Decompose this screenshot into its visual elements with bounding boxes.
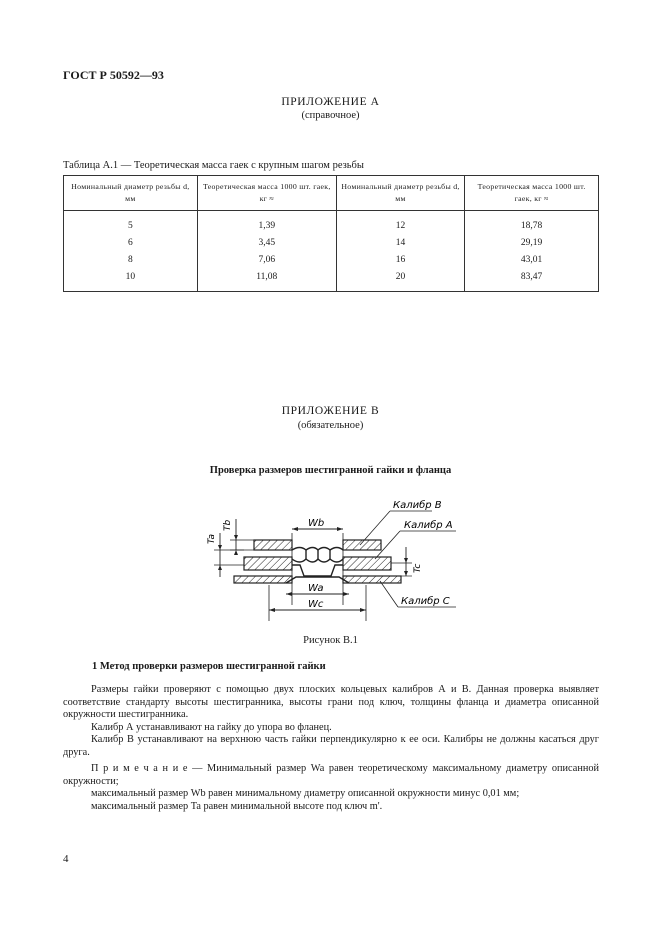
appendix-b-title: ПРИЛОЖЕНИЕ В bbox=[281, 405, 380, 417]
cell-mass: 3,45 bbox=[197, 234, 336, 251]
cell-mass: 1,39 bbox=[197, 211, 336, 235]
table-row bbox=[64, 268, 599, 292]
note-paragraph: максимальный размер Wb равен минимальному диаметру описанной окружности минус 0,01 мм; bbox=[91, 788, 520, 799]
tb-label: Tb bbox=[223, 519, 233, 531]
appendix-a-subtitle: (справочное) bbox=[301, 110, 360, 121]
header-diameter-2: Номинальный диаметр резьбы d, мм bbox=[336, 176, 464, 211]
header-mass-2: Теоретическая масса 1000 шт. гаек, кг ≈ bbox=[465, 176, 599, 211]
kalibr-a-left-section bbox=[244, 557, 292, 570]
cell-mass: 83,47 bbox=[465, 268, 599, 292]
kalibr-b-right-section bbox=[343, 540, 381, 550]
table-row bbox=[64, 211, 599, 235]
table-header-row bbox=[64, 176, 599, 211]
cell-diameter: 12 bbox=[336, 211, 464, 235]
kalibr-b-label: Калибр В bbox=[393, 500, 442, 511]
kalibr-c-right-section bbox=[343, 576, 401, 583]
ta-label: Ta bbox=[207, 533, 217, 544]
cell-diameter: 8 bbox=[64, 251, 198, 268]
header-diameter-1: Номинальный диаметр резьбы d, мм bbox=[64, 176, 198, 211]
section-1-heading: 1 Метод проверки размеров шестигранной гайки bbox=[92, 661, 326, 672]
kalibr-b-left-section bbox=[254, 540, 292, 550]
standard-number: ГОСТ Р 50592—93 bbox=[63, 68, 164, 82]
cell-mass: 29,19 bbox=[465, 234, 599, 251]
kalibr-c-label: Калибр С bbox=[401, 596, 450, 607]
nut-body bbox=[286, 548, 349, 584]
cell-diameter: 16 bbox=[336, 251, 464, 268]
kalibr-a-right-section bbox=[343, 557, 391, 570]
paragraph: Калибр А устанавливают на гайку до упора во фланец. bbox=[91, 721, 332, 733]
note-paragraph: П р и м е ч а н и е — Минимальный размер Wa равен теоретическому максимальному диаметру описанной окружности; bbox=[63, 763, 599, 787]
paragraph: Размеры гайки проверяют с помощью двух плоских кольцевых калибров А и В. Данная проверка выявляет соответствие стандарту высоты шестигранника, высоты грани под ключ, толщины фланца и диаметра описанной окружности шестигранника. bbox=[63, 684, 599, 720]
cell-diameter: 10 bbox=[64, 268, 198, 292]
appendix-b-subtitle: (обязательное) bbox=[297, 420, 364, 431]
cell-diameter: 14 bbox=[336, 234, 464, 251]
table-row bbox=[64, 234, 599, 251]
table-caption: Таблица А.1 — Теоретическая масса гаек с крупным шагом резьбы bbox=[63, 160, 364, 171]
cell-mass: 11,08 bbox=[197, 268, 336, 292]
kalibr-c-left-section bbox=[234, 576, 292, 583]
cell-mass: 18,78 bbox=[465, 211, 599, 235]
figure-caption: Рисунок В.1 bbox=[303, 635, 358, 646]
mass-table bbox=[63, 175, 599, 292]
kalibr-a-label: Калибр А bbox=[404, 520, 453, 531]
tc-label: Tc bbox=[413, 563, 423, 573]
note-paragraph: максимальный размер Ta равен минимальной высоте под ключ m'. bbox=[91, 800, 383, 812]
cell-diameter: 5 bbox=[64, 211, 198, 235]
cell-mass: 43,01 bbox=[465, 251, 599, 268]
section-1-body bbox=[63, 684, 599, 813]
wa-label: Wa bbox=[308, 583, 324, 594]
paragraph: Калибр В устанавливают на верхнюю часть гайки перпендикулярно к ее оси. Калибры не должны касаться друг друга. bbox=[63, 734, 599, 758]
header-mass-1: Теоретическая масса 1000 шт. гаек, кг ≈ bbox=[197, 176, 336, 211]
gauge-figure bbox=[200, 497, 470, 622]
section-title: Проверка размеров шестигранной гайки и фланца bbox=[209, 465, 452, 476]
table-row bbox=[64, 251, 599, 268]
cell-diameter: 6 bbox=[64, 234, 198, 251]
cell-mass: 7,06 bbox=[197, 251, 336, 268]
wb-label: Wb bbox=[308, 518, 325, 529]
wc-label: Wc bbox=[308, 599, 324, 610]
cell-diameter: 20 bbox=[336, 268, 464, 292]
appendix-a-title: ПРИЛОЖЕНИЕ А bbox=[281, 96, 380, 108]
page-number: 4 bbox=[63, 853, 69, 865]
